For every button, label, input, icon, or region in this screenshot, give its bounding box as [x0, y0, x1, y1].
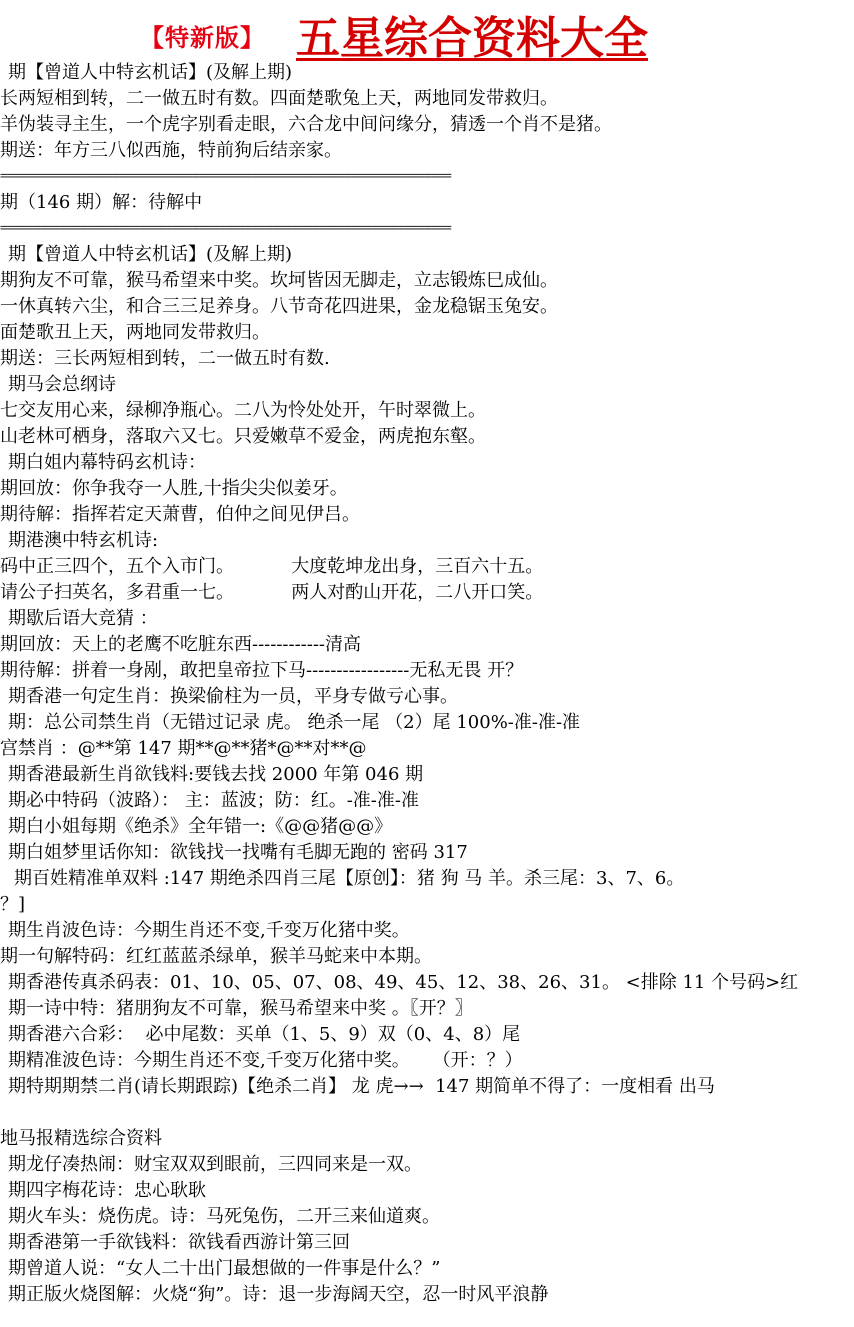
text-line: 期百姓精准单双料 :147 期绝杀四肖三尾【原创】：猪 狗 马 羊。杀三尾：3、7、6。: [14, 868, 685, 889]
text-line: 期【曾道人中特玄机话】(及解上期): [8, 62, 293, 83]
text-line: 期马会总纲诗: [8, 374, 116, 395]
text-line: 地马报精选综合资料: [0, 1128, 162, 1149]
separator-line: ====================================================================: [0, 221, 451, 236]
separator-line: ====================================================================: [0, 169, 451, 184]
text-line: 面楚歌丑上天，两地同发带救归。: [0, 322, 270, 343]
text-line: 期香港一句定生肖：换梁偷柱为一员，平身专做亏心事。: [8, 686, 458, 707]
text-line: 期龙仔凑热闹：财宝双双到眼前，三四同来是一双。: [8, 1154, 422, 1175]
text-line: 码中正三四个，五个入市门。 大度乾坤龙出身，三百六十五。: [0, 556, 544, 577]
text-line: 七交友用心来，绿柳净瓶心。二八为怜处处开，午时翠微上。: [0, 400, 486, 421]
edition-badge: 【特新版】: [140, 23, 265, 52]
text-line: 期待解：指挥若定天萧曹，伯仲之间见伊吕。: [0, 504, 360, 525]
text-line: 期港澳中特玄机诗:: [8, 530, 159, 551]
text-line: 期送：年方三八似西施，特前狗后结亲家。: [0, 140, 342, 161]
text-line: 期白姐梦里话你知：欲钱找一找嘴有毛脚无跑的 密码 317: [8, 842, 468, 863]
text-line: 期精准波色诗：今期生肖还不变,千变万化猪中奖。 （开：？）: [8, 1050, 523, 1071]
blank-line: [0, 1100, 854, 1126]
text-line: 期必中特码（波路）： 主：蓝波；防：红。-准-准-准: [8, 790, 419, 811]
text-line: 期生肖波色诗：今期生肖还不变,千变万化猪中奖。: [8, 920, 410, 941]
page-header: [0, 0, 854, 64]
text-line: 期正版火烧图解：火烧“狗”。诗：退一步海阔天空，忍一时风平浪静: [8, 1284, 549, 1305]
text-line: 期香港传真杀码表：01、10、05、07、08、49、45、12、38、26、31。 <排除 11 个号码>红: [8, 972, 799, 993]
text-line: 期狗友不可靠，猴马希望来中奖。坎坷皆因无脚走，立志锻炼巳成仙。: [0, 270, 558, 291]
text-line: 期回放：你争我夺一人胜,十指尖尖似姜牙。: [0, 478, 348, 499]
text-line: 期：总公司禁生肖（无错过记录 虎。 绝杀一尾 （2）尾 100%-准-准-准: [8, 712, 581, 733]
text-line: 期香港六合彩： 必中尾数：买单（1、5、9）双（0、4、8）尾: [8, 1024, 521, 1045]
text-line: 期一句解特码：红红蓝蓝杀绿单，猴羊马蛇来中本期。: [0, 946, 432, 967]
text-line: 期歇后语大竞猜 ：: [8, 608, 158, 629]
page-title: 五星综合资料大全: [296, 13, 648, 64]
text-line: 期白小姐每期《绝杀》全年错一:《@@猪@@》: [8, 816, 393, 837]
text-line: 一休真转六尘，和合三三足养身。八节奇花四进果，金龙稳锯玉兔安。: [0, 296, 558, 317]
text-line: 期待解：拼着一身剐，敢把皇帝拉下马-----------------无私无畏 开？: [0, 660, 524, 681]
text-line: 山老林可栖身，落取六又七。只爱嫩草不爱金，两虎抱东壑。: [0, 426, 486, 447]
text-line: 期送：三长两短相到转，二一做五时有数.: [0, 348, 330, 369]
text-line: 期【曾道人中特玄机话】(及解上期): [8, 244, 293, 265]
text-line: 期火车头：烧伤虎。诗：马死兔伤，二开三来仙道爽。: [8, 1206, 440, 1227]
text-line: 期特期期禁二肖(请长期跟踪)【绝杀二肖】 龙 虎→→ 147 期简单不得了：一度相看 出马: [8, 1076, 715, 1097]
article-body: [0, 60, 854, 1308]
text-line: 长两短相到转，二一做五时有数。四面楚歌兔上天，两地同发带救归。: [0, 88, 558, 109]
text-line: 期白姐内幕特码玄机诗：: [8, 452, 206, 473]
text-line: 羊伪装寻主生，一个虎字别看走眼，六合龙中间问缘分，猜透一个肖不是猪。: [0, 114, 612, 135]
text-line: 期回放：天上的老鹰不吃脏东西------------清高: [0, 634, 361, 655]
text-line: 期一诗中特：猪朋狗友不可靠，猴马希望来中奖 。〖开？〗: [8, 998, 473, 1019]
text-line: 请公子扫英名，多君重一七。 两人对酌山开花，二八开口笑。: [0, 582, 544, 603]
text-line: 期四字梅花诗：忠心耿耿: [8, 1180, 206, 1201]
text-line: ？]: [0, 894, 26, 915]
text-line: 期（146 期）解：待解中: [0, 192, 203, 213]
text-line: 期曾道人说：“女人二十出门最想做的一件事是什么？”: [8, 1258, 441, 1279]
text-line: 期香港最新生肖欲钱料:要钱去找 2000 年第 046 期: [8, 764, 424, 785]
text-line: 期香港第一手欲钱料：欲钱看西游计第三回: [8, 1232, 350, 1253]
text-line: 宫禁肖 ：@**第 147 期**@**猪*@**对**@: [0, 738, 367, 759]
